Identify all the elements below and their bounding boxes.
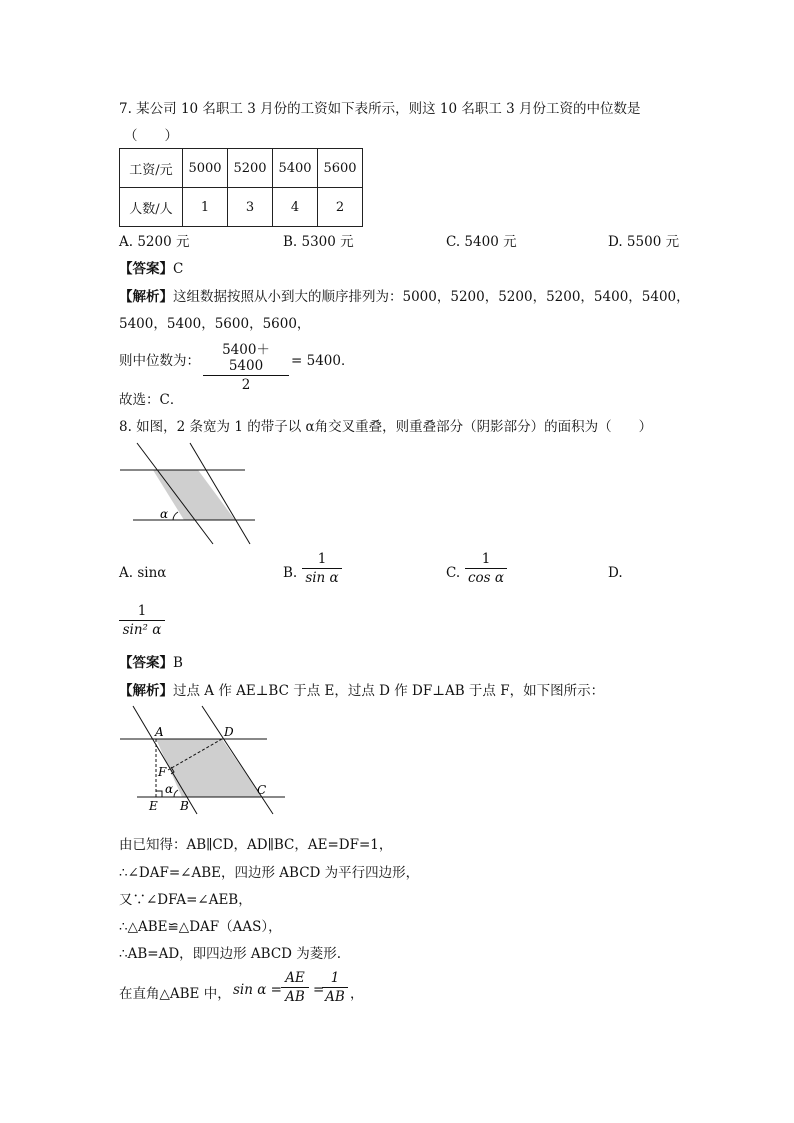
q8-option-a: A. sinα xyxy=(119,565,167,581)
q7-median-fraction xyxy=(203,338,289,393)
q7-option-c: C. 5400 元 xyxy=(446,234,517,250)
q8-final-equals: = xyxy=(313,982,325,998)
point-c-label: C xyxy=(257,783,267,797)
answer-value: B xyxy=(173,655,183,671)
q7-median-prefix: 则中位数为： xyxy=(119,353,200,369)
point-f-label: F xyxy=(158,765,167,779)
table-cell: 2 xyxy=(318,188,363,227)
q7-option-a: A. 5200 元 xyxy=(119,234,190,250)
q8-option-b-label: B. xyxy=(283,565,298,581)
fraction-denominator: cos α xyxy=(467,570,505,586)
q8-analysis-intro xyxy=(119,679,604,699)
angle-alpha-label: α xyxy=(160,507,169,521)
table-cell: 3 xyxy=(228,188,273,227)
point-d-label: D xyxy=(224,725,234,739)
point-a-label: A xyxy=(155,725,164,739)
q8-step-2: ∴∠DAF=∠ABE，四边形 ABCD 为平行四边形， xyxy=(119,865,420,881)
table-cell: 4 xyxy=(273,188,318,227)
table-cell: 1 xyxy=(183,188,228,227)
table-row xyxy=(120,149,363,188)
q8-step-3: 又∵∠DFA=∠AEB， xyxy=(119,892,252,908)
table-row xyxy=(120,188,363,227)
q8-answer xyxy=(119,651,183,671)
q8-option-d-fraction xyxy=(119,603,165,638)
analysis-text: 这组数据按照从小到大的顺序排列为：5000，5200，5200，5200，5400，5400， xyxy=(173,289,690,305)
angle-arc xyxy=(173,512,178,520)
point-b-label: B xyxy=(180,799,189,813)
q7-option-b: B. 5300 元 xyxy=(283,234,354,250)
fraction-denominator: AB xyxy=(325,989,345,1005)
answer-tag: 【答案】 xyxy=(119,261,173,277)
q7-median-result: = 5400． xyxy=(291,353,355,369)
q8-step-1: 由已知得：AB∥CD，AD∥BC，AE=DF=1， xyxy=(119,837,393,853)
overlap-strips-figure xyxy=(115,440,255,546)
q7-analysis-line2: 5400，5400，5600，5600， xyxy=(119,316,311,332)
q8-step-4: ∴△ABE≌△DAF（AAS）， xyxy=(119,919,282,935)
point-e-label: E xyxy=(149,799,158,813)
angle-arc xyxy=(174,790,178,797)
q8-option-d-label: D. xyxy=(608,565,623,581)
q8-option-c-fraction xyxy=(465,551,507,586)
q8-final-fraction-ae-ab xyxy=(281,970,309,1005)
fraction-denominator: sin α xyxy=(305,570,339,586)
q7-answer xyxy=(119,257,183,277)
table-row-header: 人数/人 xyxy=(120,188,183,227)
answer-tag: 【答案】 xyxy=(119,655,173,671)
fraction-denominator: 2 xyxy=(241,377,251,393)
table-cell: 5400 xyxy=(273,149,318,188)
q8-stem: 8. 如图，2 条宽为 1 的带子以 α角交叉重叠，则重叠部分（阴影部分）的面积为（ ） xyxy=(119,419,653,435)
fraction-numerator: 1 xyxy=(302,551,342,569)
fraction-numerator: 5400＋5400 xyxy=(203,338,289,376)
rhombus-proof-figure xyxy=(115,703,290,815)
fraction-numerator: 1 xyxy=(119,603,165,621)
table-row-header: 工资/元 xyxy=(120,149,183,188)
q7-option-d: D. 5500 元 xyxy=(608,234,680,250)
answer-value: C xyxy=(173,261,184,277)
table-cell: 5000 xyxy=(183,149,228,188)
fraction-denominator: AB xyxy=(285,989,305,1005)
angle-alpha-label: α xyxy=(165,782,174,796)
fraction-numerator: AE xyxy=(281,970,309,988)
table-cell: 5600 xyxy=(318,149,363,188)
q8-step-5: ∴AB=AD，即四边形 ABCD 为菱形. xyxy=(119,946,342,962)
q8-final-prefix: 在直角△ABE 中， xyxy=(119,986,231,1002)
q8-option-c-label: C. xyxy=(446,565,461,581)
fraction-numerator: 1 xyxy=(465,551,507,569)
salary-table xyxy=(119,148,363,227)
q8-option-b-fraction xyxy=(302,551,342,586)
q7-stem: 7. 某公司 10 名职工 3 月份的工资如下表所示，则这 10 名职工 3 月份工资的中位数是 xyxy=(119,101,641,117)
right-angle-mark-e xyxy=(156,791,162,797)
q7-conclusion: 故选：C． xyxy=(119,392,184,408)
q8-final-fraction-1-ab xyxy=(322,970,348,1005)
analysis-tag: 【解析】 xyxy=(119,683,173,699)
fraction-denominator: sin² α xyxy=(122,622,162,638)
table-cell: 5200 xyxy=(228,149,273,188)
q7-analysis-line1 xyxy=(119,285,690,305)
analysis-tag: 【解析】 xyxy=(119,289,173,305)
q7-answer-paren: （ ） xyxy=(124,128,178,144)
analysis-text: 过点 A 作 AE⊥BC 于点 E，过点 D 作 DF⊥AB 于点 F，如下图所示： xyxy=(173,683,605,699)
q8-final-suffix: ， xyxy=(350,986,364,1002)
q8-final-sin: sin α = xyxy=(233,982,282,998)
fraction-numerator: 1 xyxy=(322,970,348,988)
